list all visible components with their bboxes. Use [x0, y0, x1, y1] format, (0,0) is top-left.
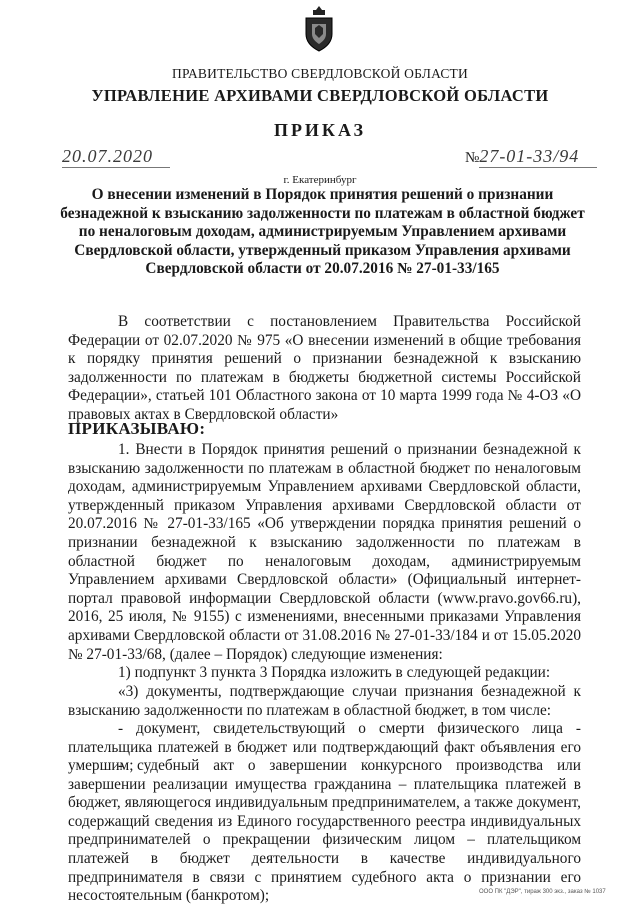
city-label: г. Екатеринбург — [283, 174, 357, 186]
document-type-title: ПРИКАЗ — [273, 120, 367, 140]
order-number-block — [465, 146, 597, 168]
quoted-item-3-paragraph: «3) документы, подтверждающие случаи признания безнадежной к взысканию задолженности по платежам в областной бюджет, в том числе: — [68, 683, 581, 719]
dash-item-court-act: - судебный акт о завершении конкурсного производства или завершении реализации имущества гражданина – плательщика платежей в бюджет, являющегося индивидуальным предпринимателем, а также документ, содержащий сведения из Единого государственного реестра индивидуальных предпринимателей о прекращении физическим лицом – плательщиком платежей в бюджет деятельности в качестве индивидуального предпринимателя в связи с принятием судебного акта о признании его несостоятельным (банкротом); — [68, 757, 581, 905]
government-name: ПРАВИТЕЛЬСТВО СВЕРДЛОВСКОЙ ОБЛАСТИ — [172, 66, 468, 81]
department-name: УПРАВЛЕНИЕ АРХИВАМИ СВЕРДЛОВСКОЙ ОБЛАСТИ — [91, 86, 549, 105]
item-1-paragraph: 1. Внести в Порядок принятия решений о признании безнадежной к взысканию задолженности по платежам в областной бюджет по неналоговым доходам, администрируемым Управлением архивами Свердловской области, утвержденный приказом Управления архивами Свердловской области от 20.07.2016 № 27-01-33/165 «Об утверждении порядка принятия решений о признании безнадежной к взысканию задолженности по платежам в областной бюджет по неналоговым доходам, администрируемым Управлением архивами Свердловской области» (Официальный интернет-портал правовой информации Свердловской области (www.pravo.gov66.ru), 2016, 25 июля, № 9155) с изменениями, внесенными приказами Управления архивами Свердловской области от 31.08.2016 № 27-01-33/184 и от 15.05.2020 № 27-01-33/68, (далее – Порядок) следующие изменения: — [68, 441, 581, 663]
print-imprint: ООО ПК "ДЭР", тираж 300 экз., заказ № 1037 — [479, 889, 606, 895]
preamble-paragraph: В соответствии с постановлением Правительства Российской Федерации от 02.07.2020 № 975 «О внесении изменений в общие требования к порядку принятия решений о признании безнадежной к взысканию задолженности по платежам в бюджеты бюджетной системы Российской Федерации», статьей 101 Областного закона от 10 марта 1999 года № 4-ОЗ «О правовых актах в Свердловской области» — [68, 313, 581, 423]
dash-item-death-document: - документ, свидетельствующий о смерти физического лица - плательщика платежей в бюджет или подтверждающий факт объявления его умершим; — [68, 720, 581, 775]
order-number: 27-01-33/94 — [479, 146, 597, 168]
subitem-1-paragraph: 1) подпункт 3 пункта 3 Порядка изложить в следующей редакции: — [118, 664, 551, 681]
number-sign: № — [465, 150, 480, 166]
order-date: 20.07.2020 — [62, 146, 170, 168]
decree-heading: ПРИКАЗЫВАЮ: — [68, 419, 206, 438]
order-subject: О внесении изменений в Порядок принятия решений о признании безнадежной к взысканию задолженности по платежам в областной бюджет по неналоговым доходам, администрируемым Управлением архивами Свердловской области, утвержденный приказом Управления архивами Свердловской области от 20.07.2016 № 27-01-33/165 — [60, 186, 585, 277]
coat-of-arms-icon — [302, 4, 336, 52]
